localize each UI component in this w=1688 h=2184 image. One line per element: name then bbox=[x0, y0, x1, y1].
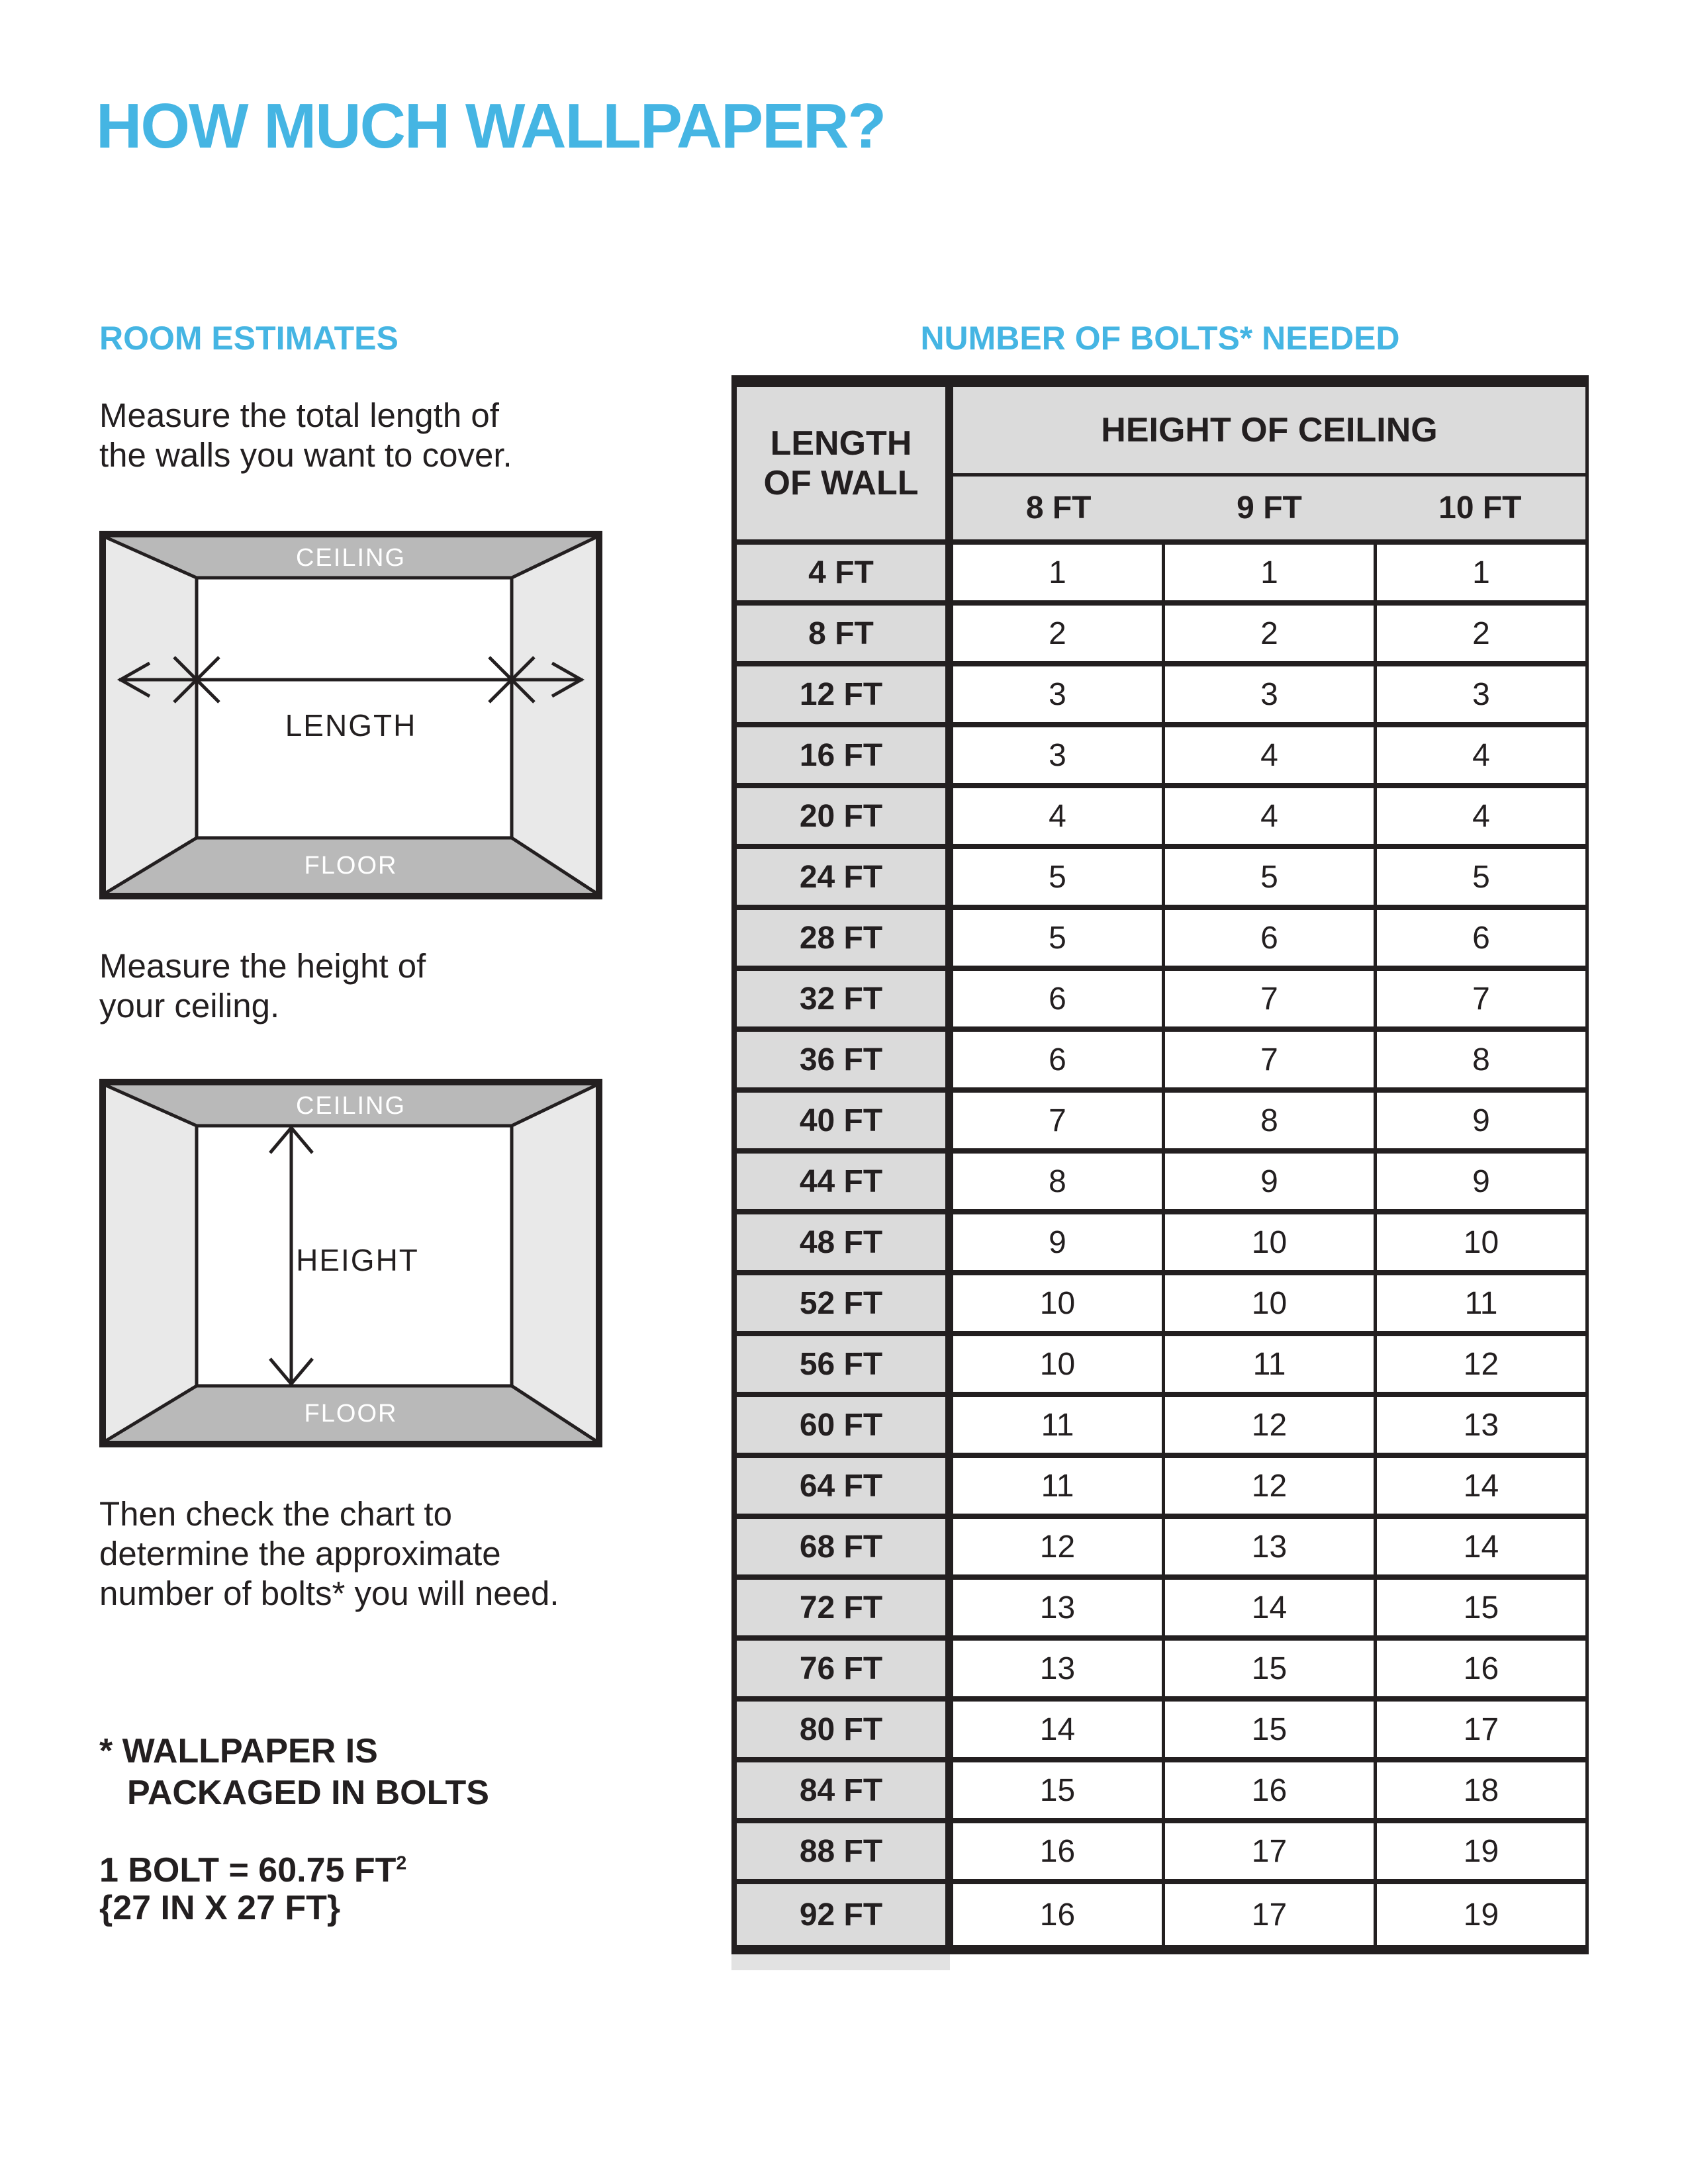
bolt-count-cell: 4 bbox=[1165, 727, 1377, 783]
row-length-label: 88 FT bbox=[737, 1823, 953, 1879]
table-top-bar bbox=[731, 375, 1589, 387]
bolt-count-cell: 6 bbox=[953, 971, 1165, 1026]
table-row bbox=[737, 1336, 1585, 1397]
wallpaper-bolts-note bbox=[99, 1731, 489, 1814]
table-row bbox=[737, 1397, 1585, 1458]
bolt-count-cell: 5 bbox=[1377, 849, 1585, 905]
table-body bbox=[731, 545, 1589, 1954]
bolt-count-cell: 5 bbox=[953, 910, 1165, 966]
ceiling-label: CEILING bbox=[295, 544, 406, 572]
instruction-measure-height bbox=[99, 946, 426, 1026]
bolt-count-cell: 16 bbox=[1377, 1641, 1585, 1696]
instruction-measure-length bbox=[99, 396, 512, 475]
table-row bbox=[737, 1519, 1585, 1580]
bolt-count-cell: 12 bbox=[953, 1519, 1165, 1574]
bolt-count-cell: 6 bbox=[953, 1032, 1165, 1087]
floor-label: FLOOR bbox=[304, 1400, 398, 1428]
row-length-label: 76 FT bbox=[737, 1641, 953, 1696]
bolt-count-cell: 17 bbox=[1165, 1884, 1377, 1945]
row-length-label: 64 FT bbox=[737, 1458, 953, 1514]
bolt-count-cell: 10 bbox=[1377, 1214, 1585, 1270]
bolt-count-cell: 11 bbox=[953, 1397, 1165, 1453]
text-line: determine the approximate bbox=[99, 1535, 501, 1572]
bolt-count-cell: 7 bbox=[953, 1093, 1165, 1148]
text-line: PACKAGED IN BOLTS bbox=[127, 1774, 489, 1812]
column-header-8ft: 8 FT bbox=[1025, 490, 1092, 525]
bolts-needed-heading: NUMBER OF BOLTS* NEEDED bbox=[920, 320, 1400, 357]
bolt-count-cell: 10 bbox=[953, 1275, 1165, 1331]
row-length-label: 16 FT bbox=[737, 727, 953, 783]
bolt-count-cell: 8 bbox=[953, 1154, 1165, 1209]
row-length-label: 84 FT bbox=[737, 1762, 953, 1818]
table-row bbox=[737, 1093, 1585, 1154]
bolt-count-cell: 7 bbox=[1165, 1032, 1377, 1087]
bolt-count-cell: 4 bbox=[1377, 788, 1585, 844]
left-wall-surface bbox=[106, 1085, 197, 1441]
page-title: HOW MUCH WALLPAPER? bbox=[96, 91, 886, 161]
bolt-count-cell: 4 bbox=[953, 788, 1165, 844]
height-of-ceiling-header: HEIGHT OF CEILING bbox=[953, 387, 1585, 477]
table-row bbox=[737, 1823, 1585, 1884]
table-row bbox=[737, 1458, 1585, 1519]
bolt-count-cell: 10 bbox=[1165, 1275, 1377, 1331]
row-length-label: 12 FT bbox=[737, 666, 953, 722]
bolt-count-cell: 7 bbox=[1377, 971, 1585, 1026]
table-row bbox=[737, 788, 1585, 849]
bolt-count-cell: 16 bbox=[953, 1823, 1165, 1879]
bolt-count-cell: 17 bbox=[1165, 1823, 1377, 1879]
table-header bbox=[731, 387, 1589, 545]
bolt-count-cell: 12 bbox=[1165, 1458, 1377, 1514]
table-row bbox=[737, 1884, 1585, 1945]
table-row bbox=[737, 849, 1585, 910]
table-row bbox=[737, 1275, 1585, 1336]
bolt-count-cell: 10 bbox=[1165, 1214, 1377, 1270]
left-wall-surface bbox=[106, 537, 197, 893]
bolt-count-cell: 16 bbox=[953, 1884, 1165, 1945]
bolt-count-cell: 11 bbox=[953, 1458, 1165, 1514]
bolt-size-info bbox=[99, 1852, 406, 1927]
table-row bbox=[737, 910, 1585, 971]
bolt-count-cell: 4 bbox=[1377, 727, 1585, 783]
bolt-count-cell: 12 bbox=[1165, 1397, 1377, 1453]
table-row bbox=[737, 666, 1585, 727]
bolt-count-cell: 9 bbox=[953, 1214, 1165, 1270]
table-footer-shadow bbox=[731, 1954, 950, 1970]
bolt-count-cell: 6 bbox=[1165, 910, 1377, 966]
text-line: Measure the total length of bbox=[99, 396, 499, 434]
bolt-count-cell: 5 bbox=[953, 849, 1165, 905]
bolt-count-cell: 1 bbox=[1165, 545, 1377, 600]
row-length-label: 92 FT bbox=[737, 1884, 953, 1945]
bolt-count-cell: 12 bbox=[1377, 1336, 1585, 1392]
bolt-count-cell: 1 bbox=[953, 545, 1165, 600]
bolt-count-cell: 8 bbox=[1165, 1093, 1377, 1148]
length-label: LENGTH bbox=[285, 708, 417, 743]
bolt-count-cell: 15 bbox=[953, 1762, 1165, 1818]
row-length-label: 28 FT bbox=[737, 910, 953, 966]
bolt-count-cell: 19 bbox=[1377, 1823, 1585, 1879]
room-height-diagram bbox=[99, 1079, 602, 1447]
length-of-wall-header bbox=[737, 387, 953, 539]
bolt-count-cell: 9 bbox=[1377, 1154, 1585, 1209]
bolt-count-cell: 3 bbox=[1165, 666, 1377, 722]
bolt-count-cell: 15 bbox=[1165, 1702, 1377, 1757]
row-length-label: 60 FT bbox=[737, 1397, 953, 1453]
ceiling-label: CEILING bbox=[295, 1092, 406, 1120]
row-length-label: 24 FT bbox=[737, 849, 953, 905]
table-row bbox=[737, 1580, 1585, 1641]
bolt-count-cell: 3 bbox=[953, 666, 1165, 722]
bolt-count-cell: 14 bbox=[1377, 1458, 1585, 1514]
bolt-count-cell: 17 bbox=[1377, 1702, 1585, 1757]
table-row bbox=[737, 606, 1585, 666]
bolt-count-cell: 2 bbox=[1165, 606, 1377, 661]
ceiling-height-columns bbox=[953, 477, 1585, 539]
table-row bbox=[737, 1154, 1585, 1214]
table-row bbox=[737, 1032, 1585, 1093]
row-length-label: 72 FT bbox=[737, 1580, 953, 1635]
bolt-count-cell: 2 bbox=[1377, 606, 1585, 661]
text-line: * WALLPAPER IS bbox=[99, 1732, 378, 1770]
bolt-count-cell: 14 bbox=[1377, 1519, 1585, 1574]
table-row bbox=[737, 1762, 1585, 1823]
row-length-label: 20 FT bbox=[737, 788, 953, 844]
table-row bbox=[737, 727, 1585, 788]
table-row bbox=[737, 1702, 1585, 1762]
row-length-label: 80 FT bbox=[737, 1702, 953, 1757]
bolt-count-cell: 9 bbox=[1377, 1093, 1585, 1148]
row-length-label: 68 FT bbox=[737, 1519, 953, 1574]
bolt-count-cell: 11 bbox=[1377, 1275, 1585, 1331]
bolt-count-cell: 15 bbox=[1165, 1641, 1377, 1696]
ceiling-height-header-group bbox=[953, 387, 1585, 539]
text-line: Then check the chart to bbox=[99, 1495, 452, 1533]
bolt-count-cell: 6 bbox=[1377, 910, 1585, 966]
row-length-label: 48 FT bbox=[737, 1214, 953, 1270]
right-wall-surface bbox=[512, 1085, 596, 1441]
bolt-count-cell: 3 bbox=[1377, 666, 1585, 722]
row-length-label: 52 FT bbox=[737, 1275, 953, 1331]
room-estimates-heading: ROOM ESTIMATES bbox=[99, 320, 399, 357]
bolt-count-cell: 5 bbox=[1165, 849, 1377, 905]
bolt-count-cell: 10 bbox=[953, 1336, 1165, 1392]
column-header-9ft: 9 FT bbox=[1237, 490, 1302, 525]
table-row bbox=[737, 1214, 1585, 1275]
text-line: Measure the height of bbox=[99, 947, 426, 985]
bolt-count-cell: 16 bbox=[1165, 1762, 1377, 1818]
bolt-count-cell: 2 bbox=[953, 606, 1165, 661]
floor-label: FLOOR bbox=[304, 852, 398, 880]
bolt-count-cell: 19 bbox=[1377, 1884, 1585, 1945]
height-label: HEIGHT bbox=[296, 1243, 419, 1277]
row-length-label: 44 FT bbox=[737, 1154, 953, 1209]
bolt-count-cell: 3 bbox=[953, 727, 1165, 783]
bolt-count-cell: 11 bbox=[1165, 1336, 1377, 1392]
bolts-table bbox=[731, 375, 1589, 1970]
bolt-count-cell: 9 bbox=[1165, 1154, 1377, 1209]
bolt-equation: 1 BOLT = 60.75 $FT^2$ bbox=[99, 1851, 407, 1889]
table-row bbox=[737, 971, 1585, 1032]
text-line: number of bolts* you will need. bbox=[99, 1574, 559, 1612]
column-header-10ft: 10 FT bbox=[1438, 490, 1522, 525]
right-wall-surface bbox=[512, 537, 596, 893]
row-length-label: 4 FT bbox=[737, 545, 953, 600]
bolt-count-cell: 18 bbox=[1377, 1762, 1585, 1818]
bolt-count-cell: 14 bbox=[953, 1702, 1165, 1757]
instruction-check-chart bbox=[99, 1494, 559, 1614]
text-line: the walls you want to cover. bbox=[99, 436, 512, 474]
room-length-diagram bbox=[99, 531, 602, 899]
bolt-count-cell: 4 bbox=[1165, 788, 1377, 844]
bolt-count-cell: 13 bbox=[1165, 1519, 1377, 1574]
row-length-label: 40 FT bbox=[737, 1093, 953, 1148]
text-line: LENGTH bbox=[770, 424, 912, 463]
row-length-label: 56 FT bbox=[737, 1336, 953, 1392]
bolt-count-cell: 1 bbox=[1377, 545, 1585, 600]
bolt-dimensions: {27 IN X 27 FT} bbox=[99, 1889, 341, 1927]
row-length-label: 32 FT bbox=[737, 971, 953, 1026]
table-row bbox=[737, 545, 1585, 606]
bolt-count-cell: 13 bbox=[1377, 1397, 1585, 1453]
bolt-count-cell: 7 bbox=[1165, 971, 1377, 1026]
table-row bbox=[737, 1641, 1585, 1702]
bolt-count-cell: 8 bbox=[1377, 1032, 1585, 1087]
bolt-count-cell: 13 bbox=[953, 1580, 1165, 1635]
row-length-label: 8 FT bbox=[737, 606, 953, 661]
bolt-count-cell: 15 bbox=[1377, 1580, 1585, 1635]
superscript-two: 2 bbox=[396, 1852, 407, 1874]
text-line: your ceiling. bbox=[99, 987, 280, 1024]
row-length-label: 36 FT bbox=[737, 1032, 953, 1087]
text-line: OF WALL bbox=[763, 464, 919, 502]
bolt-count-cell: 13 bbox=[953, 1641, 1165, 1696]
bolt-count-cell: 14 bbox=[1165, 1580, 1377, 1635]
